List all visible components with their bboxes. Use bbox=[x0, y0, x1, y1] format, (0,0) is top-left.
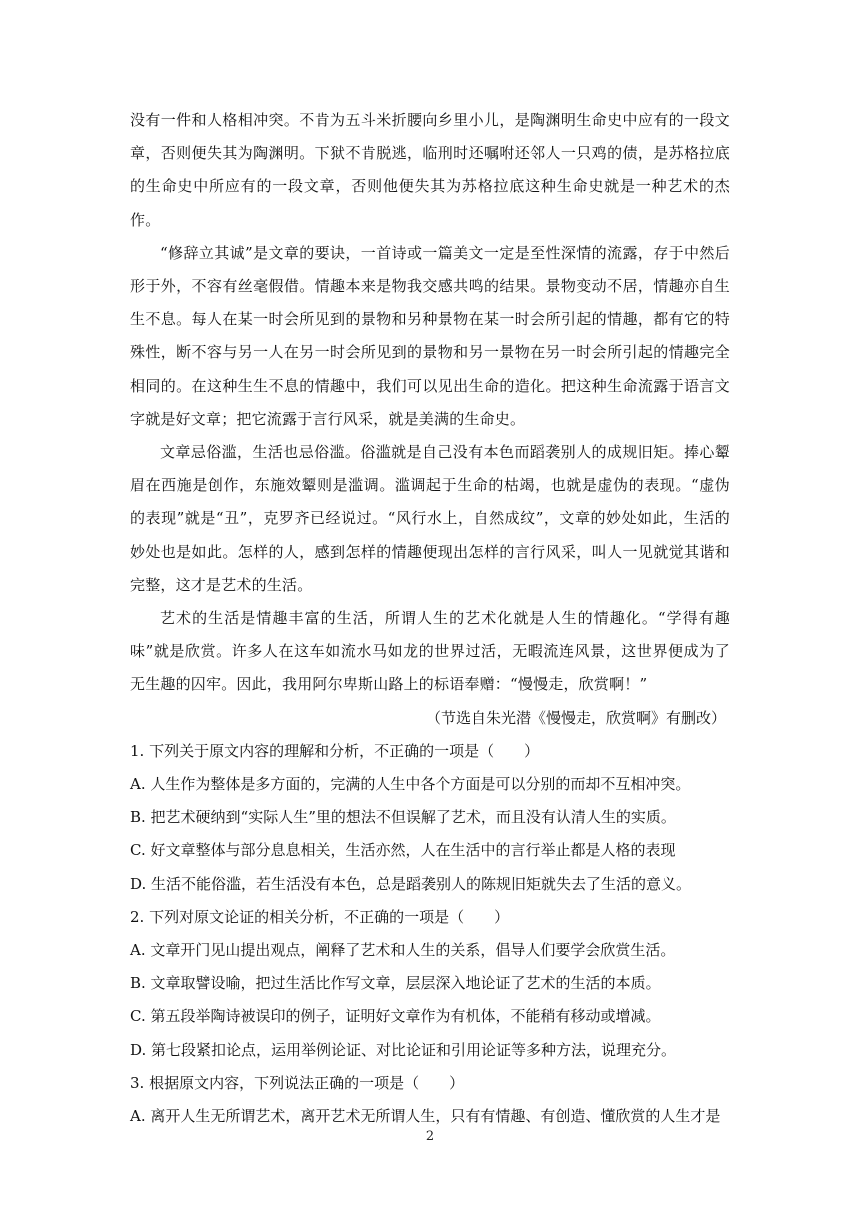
passage-paragraph-1: 没有一件和人格相冲突。不肯为五斗米折腰向乡里小儿，是陶渊明生命史中应有的一段文章，否则便失其为陶渊明。下狱不肯脱逃，临刑时还嘱咐还邻人一只鸡的债，是苏格拉底的生命史中所应有的一段文章，否则他便失其为苏格拉底这种生命史就是一种艺术的杰作。 bbox=[130, 111, 730, 229]
question-1-option-d: D. 生活不能俗滥，若生活没有本色，总是蹈袭别人的陈规旧矩就失去了生活的意义。 bbox=[130, 874, 692, 893]
question-2-option-b: B. 文章取譬设喻，把过生活比作写文章，层层深入地论证了艺术的生活的本质。 bbox=[130, 974, 661, 993]
passage-paragraph-2: “修辞立其诚”是文章的要诀，一首诗或一篇美文一定是至性深情的流露，存于中然后形于外，不容有丝毫假借。情趣本来是物我交感共鸣的结果。景物变动不居，情趣亦自生生不息。每人在某一时会所见到的景物和另种景物在某一时会所引起的情趣，都有它的特殊性，断不容与另一人在另一时会所见到的景物和另一景物在另一时会所引起的情趣完全相同的。在这种生生不息的情趣中，我们可以见出生命的造化。把这种生命流露于语言文字就是好文章；把它流露于言行风采，就是美满的生命史。 bbox=[130, 243, 730, 428]
question-2-stem: 2. 下列对原文论证的相关分析，不正确的一项是（ ） bbox=[130, 907, 510, 926]
question-1-stem: 1. 下列关于原文内容的理解和分析，不正确的一项是（ ） bbox=[130, 741, 540, 760]
passage-paragraph-3: 文章忌俗滥，生活也忌俗滥。俗滥就是自己没有本色而蹈袭别人的成规旧矩。捧心颦眉在西施是创作，东施效颦则是滥调。滥调起于生命的枯竭，也就是虚伪的表现。“虚伪的表现”就是“丑”，克罗齐已经说过。“风行水上，自然成纹”，文章的妙处如此，生活的妙处也是如此。怎样的人，感到怎样的情趣便现出怎样的言行风采，叫人一见就觉其谐和完整，这才是艺术的生活。 bbox=[130, 443, 730, 594]
question-2-option-a: A. 文章开门见山提出观点，阐释了艺术和人生的关系，倡导人们要学会欣赏生活。 bbox=[130, 941, 676, 960]
page-content bbox=[130, 104, 730, 1133]
page-number: 2 bbox=[425, 1129, 435, 1144]
question-1-option-b: B. 把艺术硬纳到“实际人生”里的想法不但误解了艺术，而且没有认清人生的实质。 bbox=[130, 808, 676, 827]
passage-source: （节选自朱光潜《慢慢走，欣赏啊》有删改） bbox=[425, 708, 726, 727]
passage-paragraph-4: 艺术的生活是情趣丰富的生活，所谓人生的艺术化就是人生的情趣化。“学得有趣味”就是欣赏。许多人在这车如流水马如龙的世界过活，无暇流连风景，这世界便成为了无生趣的囚牢。因此，我用阿尔卑斯山路上的标语奉赠：“慢慢走，欣赏啊！” bbox=[130, 609, 730, 694]
question-1-option-c: C. 好文章整体与部分息息相关，生活亦然，人在生活中的言行举止都是人格的表现 bbox=[130, 841, 676, 860]
question-2-option-d: D. 第七段紧扣论点，运用举例论证、对比论证和引用论证等多种方法，说理充分。 bbox=[130, 1040, 677, 1059]
question-3-option-a: A. 离开人生无所谓艺术，离开艺术无所谓人生，只有有情趣、有创造、懂欣赏的人生才是 bbox=[130, 1107, 721, 1126]
question-2-option-c: C. 第五段举陶诗被误印的例子，证明好文章作为有机体，不能稍有移动或增减。 bbox=[130, 1007, 661, 1026]
question-3-stem: 3. 根据原文内容，下列说法正确的一项是（ ） bbox=[130, 1073, 465, 1092]
question-1-option-a: A. 人生作为整体是多方面的，完满的人生中各个方面是可以分别的而却不互相冲突。 bbox=[130, 775, 691, 794]
